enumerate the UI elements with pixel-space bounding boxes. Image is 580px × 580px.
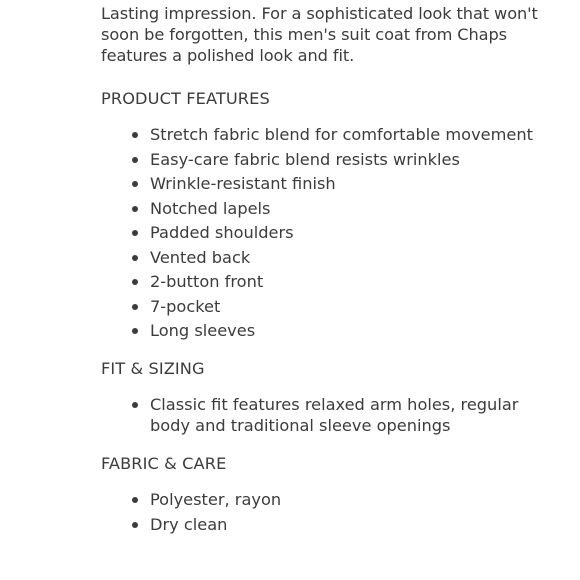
fabric-care-heading: FABRIC & CARE (101, 454, 227, 473)
list-item: 2-button front (150, 271, 561, 292)
list-item: Dry clean (150, 514, 561, 535)
product-features-heading: PRODUCT FEATURES (101, 89, 270, 108)
list-item: Vented back (150, 247, 561, 268)
list-item: Stretch fabric blend for comfortable movement (150, 124, 561, 145)
list-item: Easy-care fabric blend resists wrinkles (150, 149, 561, 170)
list-item: Wrinkle-resistant finish (150, 173, 561, 194)
list-item: Long sleeves (150, 320, 561, 341)
list-item: Notched lapels (150, 198, 561, 219)
product-description (101, 3, 561, 538)
fabric-care-list (101, 489, 561, 535)
fit-sizing-list (101, 394, 561, 436)
list-item: Padded shoulders (150, 222, 561, 243)
list-item: Classic fit features relaxed arm holes, regular body and traditional sleeve openings (150, 394, 561, 436)
list-item: 7-pocket (150, 296, 561, 317)
intro-paragraph: Lasting impression. For a sophisticated look that won't soon be forgotten, this men's suit coat from Chaps features a polished look and fit. (101, 4, 538, 65)
list-item: Polyester, rayon (150, 489, 561, 510)
fit-sizing-heading: FIT & SIZING (101, 359, 205, 378)
product-features-list (101, 124, 561, 341)
